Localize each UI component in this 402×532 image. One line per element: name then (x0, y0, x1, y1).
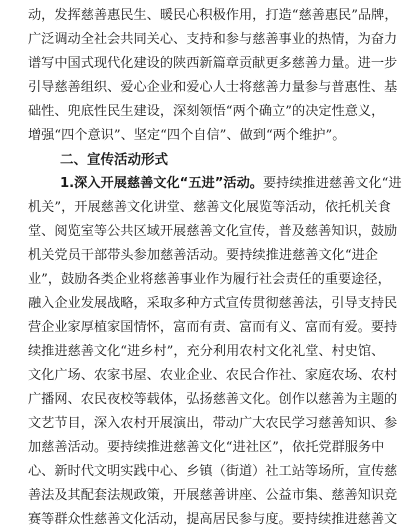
section-heading: 二、宣传活动形式 (60, 152, 168, 168)
item1-first-line-rest: 要持续推进慈善文化“进 (262, 176, 402, 191)
body-line: 营企业家厚植家国情怀，富而有责、富而有义、富而有爱。要持 (28, 320, 398, 335)
intro-line: 增强“四个意识”、坚定“四个自信”、做到“两个维护”。 (28, 128, 346, 143)
intro-line: 广泛调动全社会共同关心、支持和参与慈善事业的热情，为奋力 (28, 32, 398, 47)
item1-first-line (28, 172, 402, 196)
body-line: 融入企业发展战略，采取多种方式宣传贯彻慈善法，引导支持民 (28, 296, 398, 311)
intro-line: 谱写中国式现代化建设的陕西新篇章贡献更多慈善力量。进一步 (28, 56, 398, 71)
body-line: 续推进慈善文化“进乡村”，充分利用农村文化礼堂、村史馆、 (28, 344, 385, 359)
item1-title: 1.深入开展慈善文化“五进”活动。 (60, 176, 263, 191)
body-line: 堂、阅览室等公共区域开展慈善文化宣传，普及慈善知识，鼓励 (28, 224, 398, 239)
body-line: 文艺节目，深入农村开展演出，带动广大农民学习慈善知识、参 (28, 416, 398, 431)
intro-line: 引导慈善组织、爱心企业和爱心人士将慈善力量参与普惠性、基 (28, 80, 398, 95)
body-line: 心、新时代文明实践中心、乡镇（街道）社工站等场所，宣传慈 (28, 464, 398, 479)
body-line: 赛等群众性慈善文化活动，提高居民参与度。要持续推进慈善文 (28, 512, 398, 527)
intro-line: 础性、兜底性民生建设，深刻领悟“两个确立”的决定性意义， (28, 104, 385, 119)
body-line: 机关党员干部带头参加慈善活动。要持续推进慈善文化“进企 (28, 248, 378, 263)
body-line: 善法及其配套法规政策，开展慈善讲座、公益市集、慈善知识竞 (28, 488, 398, 503)
body-line: 加慈善活动。要持续推进慈善文化“进社区”，依托党群服务中 (28, 440, 385, 455)
body-line: 广播网、农民夜校等载体，弘扬慈善文化。创作以慈善为主题的 (28, 392, 398, 407)
body-line: 机关”，开展慈善文化讲堂、慈善文化展览等活动，依托机关食 (28, 200, 391, 215)
body-line: 文化广场、农家书屋、农业企业、农民合作社、家庭农场、农村 (28, 368, 398, 383)
intro-line: 动，发挥慈善惠民生、暖民心积极作用，打造“慈善惠民”品牌， (28, 8, 398, 23)
body-line: 业”，鼓励各类企业将慈善事业作为履行社会责任的重要途径， (28, 272, 391, 287)
